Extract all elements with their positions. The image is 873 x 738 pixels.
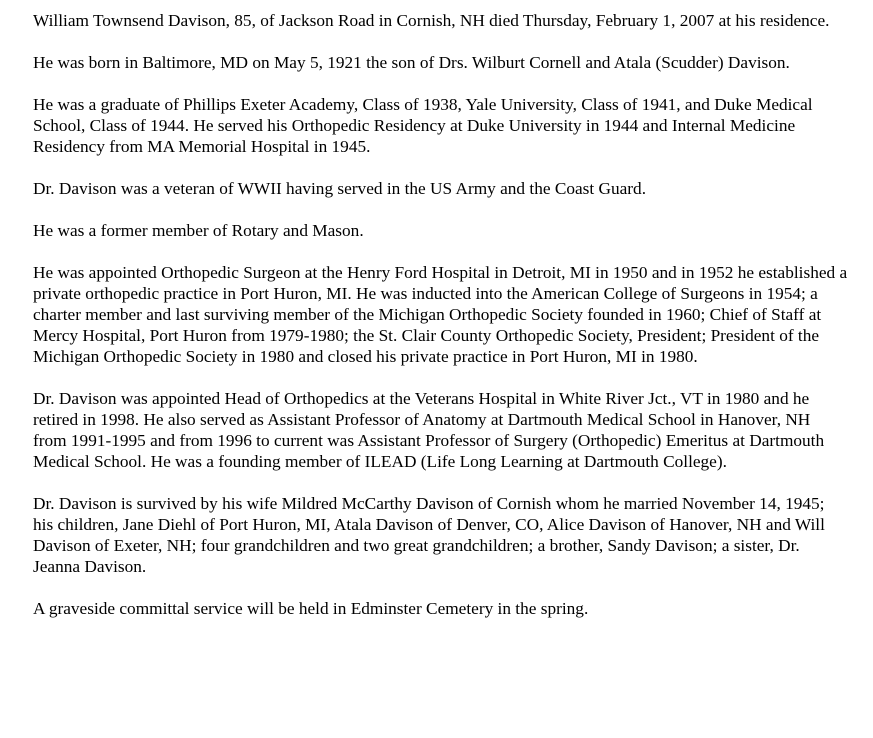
- paragraph-memberships: He was a former member of Rotary and Mason.: [33, 221, 364, 240]
- paragraph-survivors: Dr. Davison is survived by his wife Mildred McCarthy Davison of Cornish whom he married November 14, 1945; his children, Jane Diehl of Port Huron, MI, Atala Davison of Denver, CO, Alice Davison of Hanover, NH and Will Davison of Exeter, NH; four grandchildren and two great grandchildren; a brother, Sandy Davison; a sister, Dr. Jeanna Davison.: [33, 494, 825, 576]
- paragraph-career-vermont: Dr. Davison was appointed Head of Orthopedics at the Veterans Hospital in White River Jct., VT in 1980 and he retired in 1998. He also served as Assistant Professor of Anatomy at Dartmouth Medical School in Hanover, NH from 1991-1995 and from 1996 to current was Assistant Professor of Surgery (Orthopedic) Emeritus at Dartmouth Medical School. He was a founding member of ILEAD (Life Long Learning at Dartmouth College).: [33, 389, 825, 471]
- paragraph-education: He was a graduate of Phillips Exeter Academy, Class of 1938, Yale University, Class of 1941, and Duke Medical School, Class of 1944. He served his Orthopedic Residency at Duke University in 1944 and Internal Medicine Residency from MA Memorial Hospital in 1945.: [33, 95, 813, 156]
- obituary-document: [33, 10, 848, 619]
- paragraph-career-michigan: He was appointed Orthopedic Surgeon at the Henry Ford Hospital in Detroit, MI in 1950 and in 1952 he established a private orthopedic practice in Port Huron, MI. He was inducted into the American College of Surgeons in 1954; a charter member and last surviving member of the Michigan Orthopedic Society founded in 1960; Chief of Staff at Mercy Hospital, Port Huron from 1979-1980; the St. Clair County Orthopedic Society, President; President of the Michigan Orthopedic Society in 1980 and closed his private practice in Port Huron, MI in 1980.: [33, 263, 848, 366]
- paragraph-service: A graveside committal service will be held in Edminster Cemetery in the spring.: [33, 599, 589, 618]
- paragraph-death-notice: William Townsend Davison, 85, of Jackson Road in Cornish, NH died Thursday, February 1, 2007 at his residence.: [33, 11, 830, 30]
- paragraph-military-service: Dr. Davison was a veteran of WWII having served in the US Army and the Coast Guard.: [33, 179, 647, 198]
- paragraph-birth: He was born in Baltimore, MD on May 5, 1921 the son of Drs. Wilburt Cornell and Atala (Scudder) Davison.: [33, 53, 790, 72]
